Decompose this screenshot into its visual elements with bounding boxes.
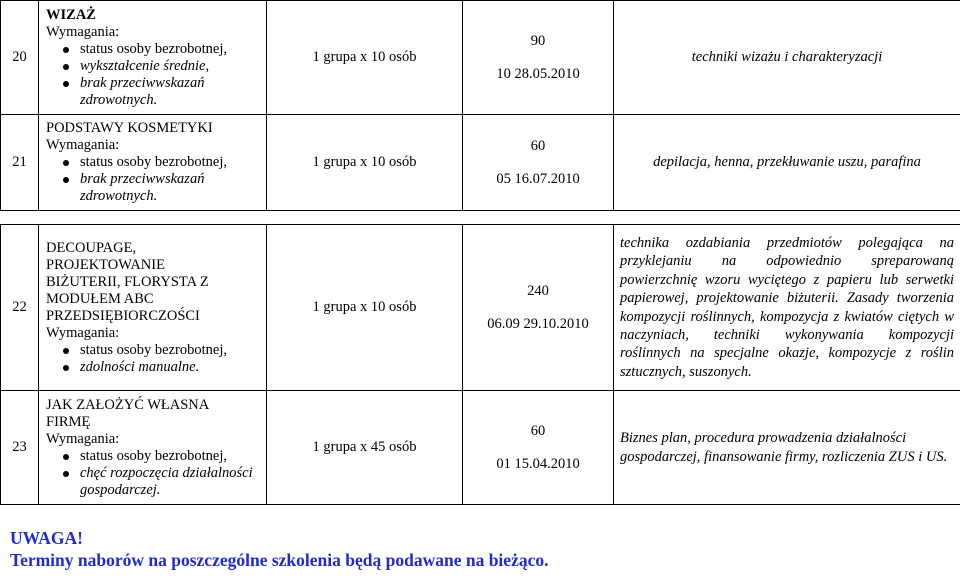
- hours: 240: [527, 282, 549, 299]
- group-size: 1 grupa x 10 osób: [267, 115, 463, 211]
- course-description: Biznes plan, procedura prowadzenia działalności gospodarczej, finansowanie firmy, rozliczenia ZUS i US.: [614, 391, 960, 505]
- requirements-label: Wymagania:: [46, 430, 120, 447]
- table-row: [1, 391, 960, 505]
- list-item: brak przeciwwskazań: [66, 75, 260, 92]
- dates: 10 28.05.2010: [496, 65, 580, 82]
- course-title-line: MODUŁEM ABC: [46, 290, 154, 307]
- course-title-line: BIŻUTERII, FLORYSTA Z: [46, 273, 209, 290]
- list-item: status osoby bezrobotnej,: [66, 342, 260, 359]
- course-cell: [39, 391, 267, 505]
- dates: 06.09 29.10.2010: [487, 315, 589, 332]
- requirements-label: Wymagania:: [46, 23, 120, 40]
- table-row: [1, 115, 960, 211]
- requirements-tail: zdrowotnych.: [80, 91, 158, 108]
- table-row: [1, 1, 960, 115]
- course-title-line: DECOUPAGE,: [46, 239, 137, 256]
- list-item: wykształcenie średnie,: [66, 58, 260, 75]
- notice-text: Terminy naborów na poszczególne szkolenia będą podawane na bieżąco.: [10, 550, 549, 570]
- course-cell: [39, 225, 267, 391]
- list-item: status osoby bezrobotnej,: [66, 448, 260, 465]
- courses-table-lower: [0, 224, 960, 505]
- course-title-line: PRZEDSIĘBIORCZOŚCI: [46, 307, 200, 324]
- group-size: 1 grupa x 45 osób: [267, 391, 463, 505]
- course-title-line: PROJEKTOWANIE: [46, 256, 165, 273]
- row-number: 23: [1, 391, 39, 505]
- row-number: 21: [1, 115, 39, 211]
- course-title: WIZAŻ: [46, 6, 96, 23]
- requirements-list: [46, 448, 260, 482]
- table-row: [1, 225, 960, 391]
- requirements-tail: zdrowotnych.: [80, 188, 158, 204]
- course-title: PODSTAWY KOSMETYKI: [46, 120, 213, 136]
- requirements-list: [46, 41, 260, 92]
- course-title-line: JAK ZAŁOŻYĆ WŁASNA: [46, 396, 210, 413]
- notice: [10, 527, 548, 571]
- requirements-label: Wymagania:: [46, 324, 120, 341]
- list-item: zdolności manualne.: [66, 359, 260, 376]
- list-item: brak przeciwwskazań: [66, 171, 260, 188]
- hours: 90: [530, 32, 546, 49]
- group-size: 1 grupa x 10 osób: [267, 1, 463, 115]
- requirements-tail: gospodarczej.: [80, 481, 161, 498]
- requirements-list: [46, 154, 260, 188]
- dates: 05 16.07.2010: [496, 170, 580, 187]
- group-size: 1 grupa x 10 osób: [267, 225, 463, 391]
- hours-dates-cell: [463, 225, 614, 391]
- row-number: 20: [1, 1, 39, 115]
- list-item: status osoby bezrobotnej,: [66, 154, 260, 171]
- requirements-label: Wymagania:: [46, 137, 120, 153]
- course-description: depilacja, henna, przekłuwanie uszu, parafina: [614, 115, 960, 211]
- course-description: technika ozdabiania przedmiotów polegająca na przyklejaniu na odpowiednio spreparowaną powierzchnię wzoru wyciętego z papieru lub serwetki papierowej, projektowanie biżuterii. Zasady tworzenia kompozycji roślinnych, kompozycja z kwiatów ciętych w naczyniach, techniki wykonywania kompozycji roślinnych na specjalne okazje, kompozycje z roślin sztucznych, suszonych.: [614, 225, 960, 391]
- hours-dates-cell: [463, 115, 614, 211]
- dates: 01 15.04.2010: [496, 455, 580, 472]
- hours-dates-cell: [463, 391, 614, 505]
- requirements-list: [46, 342, 260, 376]
- courses-table-upper: [0, 0, 960, 211]
- course-description: techniki wizażu i charakteryzacji: [614, 1, 960, 115]
- hours: 60: [530, 422, 546, 439]
- list-item: status osoby bezrobotnej,: [66, 41, 260, 58]
- hours-dates-cell: [463, 1, 614, 115]
- hours: 60: [530, 137, 546, 154]
- notice-heading: UWAGA!: [10, 528, 83, 548]
- course-cell: [39, 115, 267, 211]
- row-number: 22: [1, 225, 39, 391]
- course-cell: [39, 1, 267, 115]
- list-item: chęć rozpoczęcia działalności: [66, 465, 260, 482]
- course-title-line: FIRMĘ: [46, 413, 91, 430]
